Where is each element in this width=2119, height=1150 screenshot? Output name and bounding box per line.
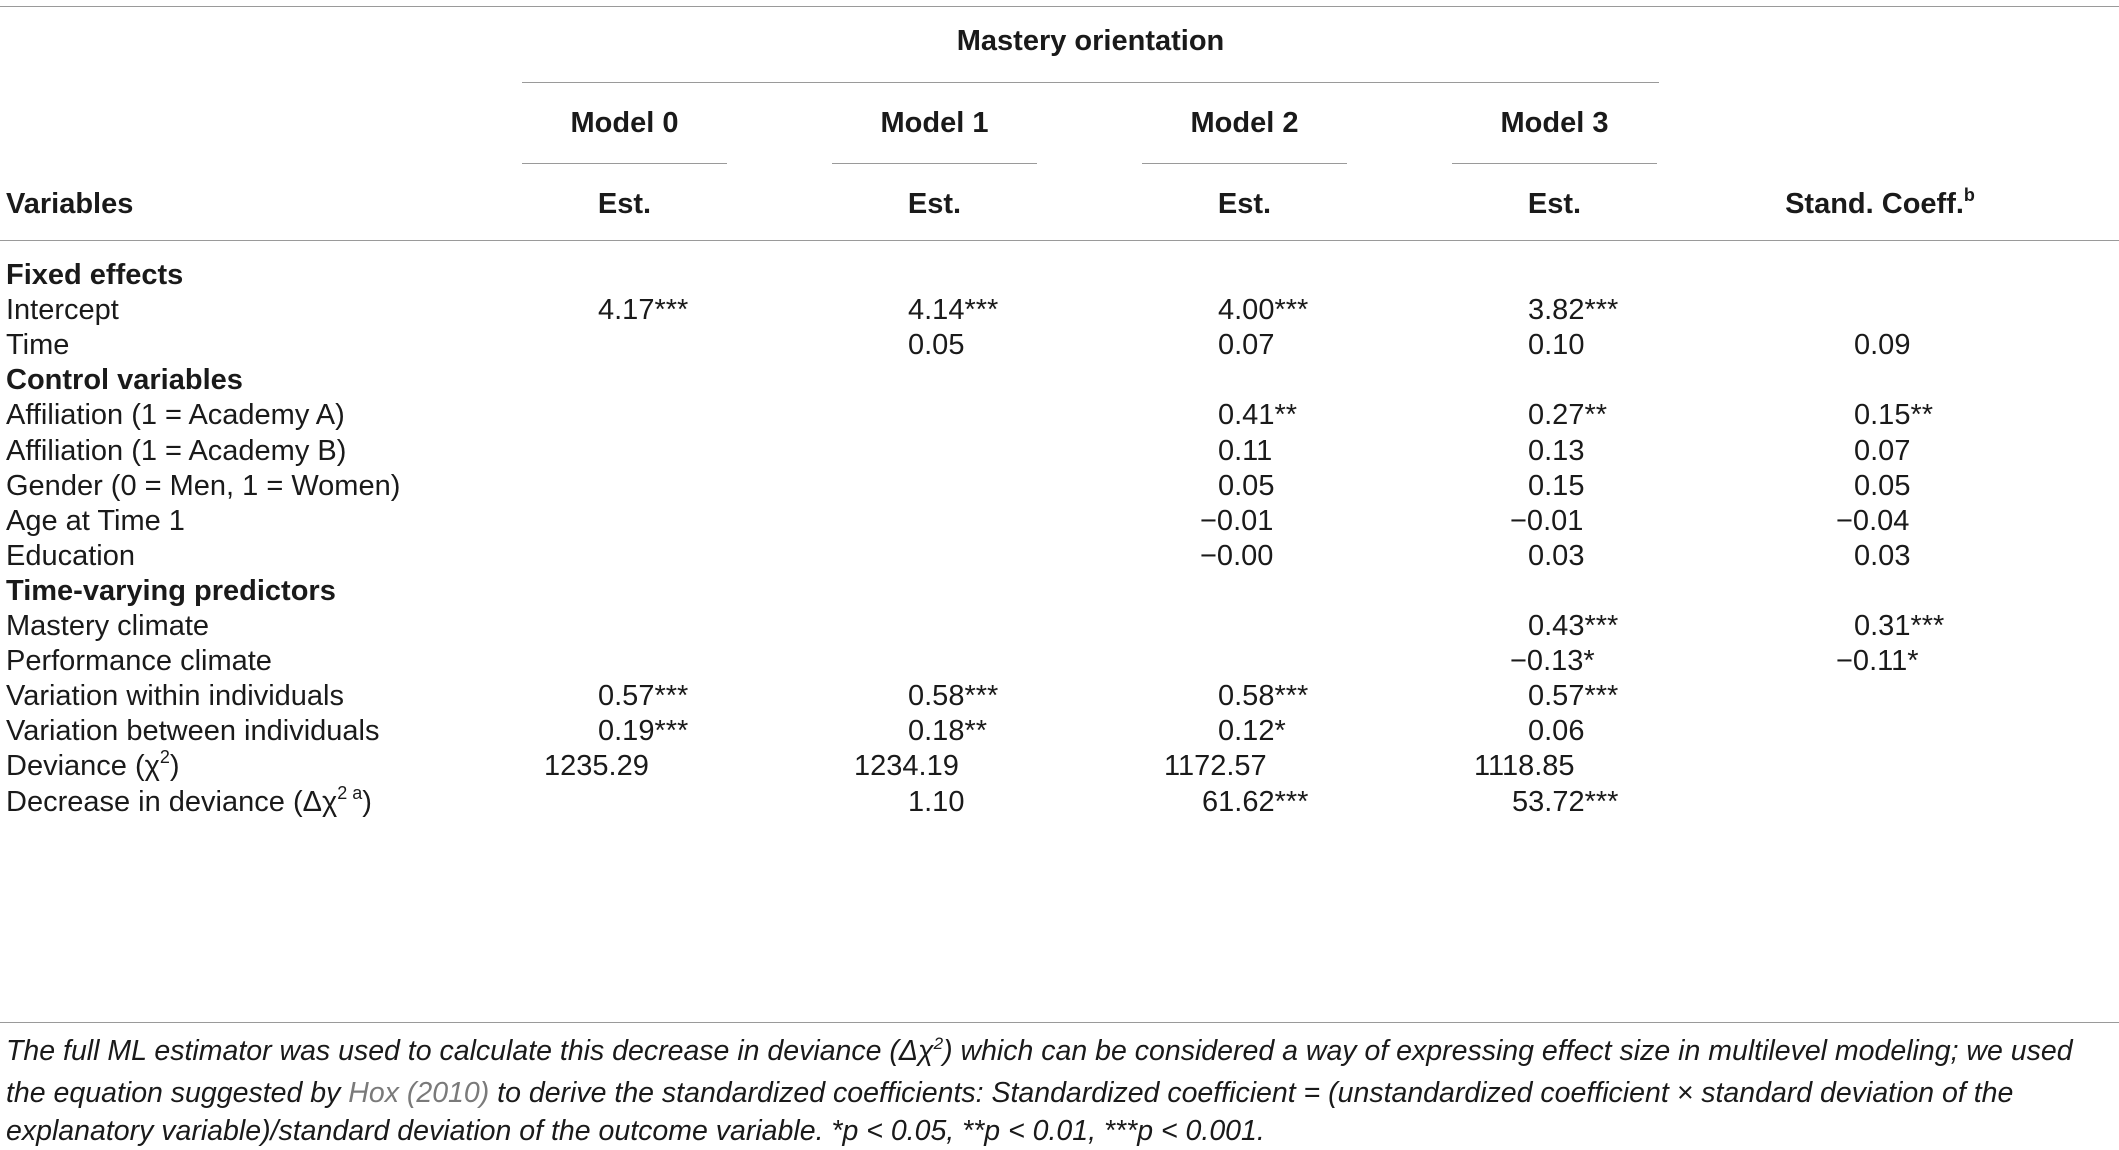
cell-m2: 4.00*** (1218, 294, 1309, 326)
row-label: Affiliation (1 = Academy A) (6, 399, 345, 431)
cell-m2: 1172.57 (1164, 750, 1267, 782)
header-bottom-rule (0, 240, 2119, 241)
row-label: Gender (0 = Men, 1 = Women) (6, 470, 401, 502)
cell-m0: 4.17*** (598, 294, 689, 326)
row-label-close: ) (169, 750, 180, 782)
cell-m1: 0.18** (908, 715, 988, 747)
row-label: Intercept (6, 294, 119, 326)
cell-m2: 61.62*** (1202, 786, 1309, 818)
cell-m3: 0.10 (1528, 329, 1585, 361)
model3-header: Model 3 (1500, 107, 1609, 139)
cell-m3: 0.06 (1528, 715, 1585, 747)
group-rule (522, 82, 1659, 83)
row-label: Education (6, 540, 135, 572)
est-header-m1: Est. (907, 188, 962, 220)
cell-m3: 3.82*** (1528, 294, 1619, 326)
cell-m2: 0.41** (1218, 399, 1298, 431)
row-label: Performance climate (6, 645, 272, 677)
cell-m2: 0.12* (1218, 715, 1286, 747)
cell-m2: 0.07 (1218, 329, 1275, 361)
model2-rule (1142, 163, 1347, 164)
std-coeff-sup: b (1963, 185, 1975, 205)
row-label (6, 784, 372, 823)
cell-std: 0.03 (1854, 540, 1911, 572)
cell-std: −0.04 (1836, 505, 1910, 537)
footnote-part2: ) which can be considered a way of expressing effect size in multilevel modeling; we used the equation suggested by (6, 1035, 2073, 1109)
row-label-close: ) (362, 786, 372, 818)
row-label: Variation between individuals (6, 715, 380, 747)
top-rule (0, 6, 2119, 7)
table-bottom-rule (0, 1022, 2119, 1023)
cell-std: 0.15** (1854, 399, 1934, 431)
cell-m3: 53.72*** (1512, 786, 1619, 818)
row-label-superscript: 2 (159, 747, 170, 767)
row-label (6, 748, 180, 787)
row-label: Affiliation (1 = Academy B) (6, 435, 347, 467)
row-label-superscript: 2 a (337, 783, 363, 803)
footnote-sup: 2 (933, 1034, 944, 1053)
cell-m1: 0.05 (908, 329, 965, 361)
cell-m3: 0.13 (1528, 435, 1585, 467)
model2-header: Model 2 (1190, 107, 1299, 139)
est-header-m2: Est. (1217, 188, 1272, 220)
cell-m1: 0.58*** (908, 680, 999, 712)
section-fixed-effects: Fixed effects (6, 259, 184, 291)
cell-m0: 1235.29 (544, 750, 649, 782)
cell-m1: 4.14*** (908, 294, 999, 326)
cell-m2: 0.11 (1218, 435, 1273, 467)
cell-m2: 0.05 (1218, 470, 1275, 502)
row-label: Age at Time 1 (6, 505, 185, 537)
row-label-text: Deviance (χ (6, 750, 160, 782)
cell-std: 0.05 (1854, 470, 1911, 502)
cell-m2: −0.00 (1200, 540, 1274, 572)
cell-m3: −0.01 (1510, 505, 1584, 537)
est-header-m0: Est. (597, 188, 652, 220)
cell-std: 0.09 (1854, 329, 1911, 361)
cell-m0: 0.19*** (598, 715, 689, 747)
std-coeff-label: Stand. Coeff. (1785, 188, 1964, 220)
cell-m2: −0.01 (1200, 505, 1274, 537)
cell-m3: 1118.85 (1474, 750, 1575, 782)
cell-std: 0.31*** (1854, 610, 1945, 642)
hox-reference-link[interactable]: Hox (2010) (348, 1077, 490, 1109)
cell-std: −0.11* (1836, 645, 1919, 677)
cell-m0: 0.57*** (598, 680, 689, 712)
est-header-m3: Est. (1527, 188, 1582, 220)
footnote-part1: The full ML estimator was used to calculate this decrease in deviance (Δχ (6, 1035, 934, 1067)
cell-m3: −0.13* (1510, 645, 1595, 677)
cell-m1: 1.10 (908, 786, 965, 818)
row-label: Time (6, 329, 70, 361)
table-footnote (6, 1032, 2116, 1150)
variables-header: Variables (6, 188, 134, 220)
group-title: Mastery orientation (956, 25, 1225, 57)
row-label: Variation within individuals (6, 680, 344, 712)
cell-m3: 0.03 (1528, 540, 1585, 572)
row-label-text: Decrease in deviance (Δχ (6, 786, 338, 818)
section-control-variables: Control variables (6, 364, 243, 396)
section-time-varying: Time-varying predictors (6, 575, 336, 607)
std-coeff-header (1740, 186, 2020, 225)
cell-m3: 0.27** (1528, 399, 1608, 431)
model0-header: Model 0 (570, 107, 679, 139)
model1-header: Model 1 (880, 107, 989, 139)
cell-m1: 1234.19 (854, 750, 959, 782)
cell-m3: 0.57*** (1528, 680, 1619, 712)
cell-m3: 0.15 (1528, 470, 1585, 502)
footnote-part3: to derive the standardized coefficients: Standardized coefficient = (unstandardized coefficient × standard deviation of the explanatory variable)/standard deviation of the outcome variable. *p < 0.05, **p < 0.01, ***p < 0.001. (6, 1077, 2014, 1147)
model1-rule (832, 163, 1037, 164)
model0-rule (522, 163, 727, 164)
row-label: Mastery climate (6, 610, 210, 642)
cell-m2: 0.58*** (1218, 680, 1309, 712)
cell-std: 0.07 (1854, 435, 1911, 467)
cell-m3: 0.43*** (1528, 610, 1619, 642)
model3-rule (1452, 163, 1657, 164)
